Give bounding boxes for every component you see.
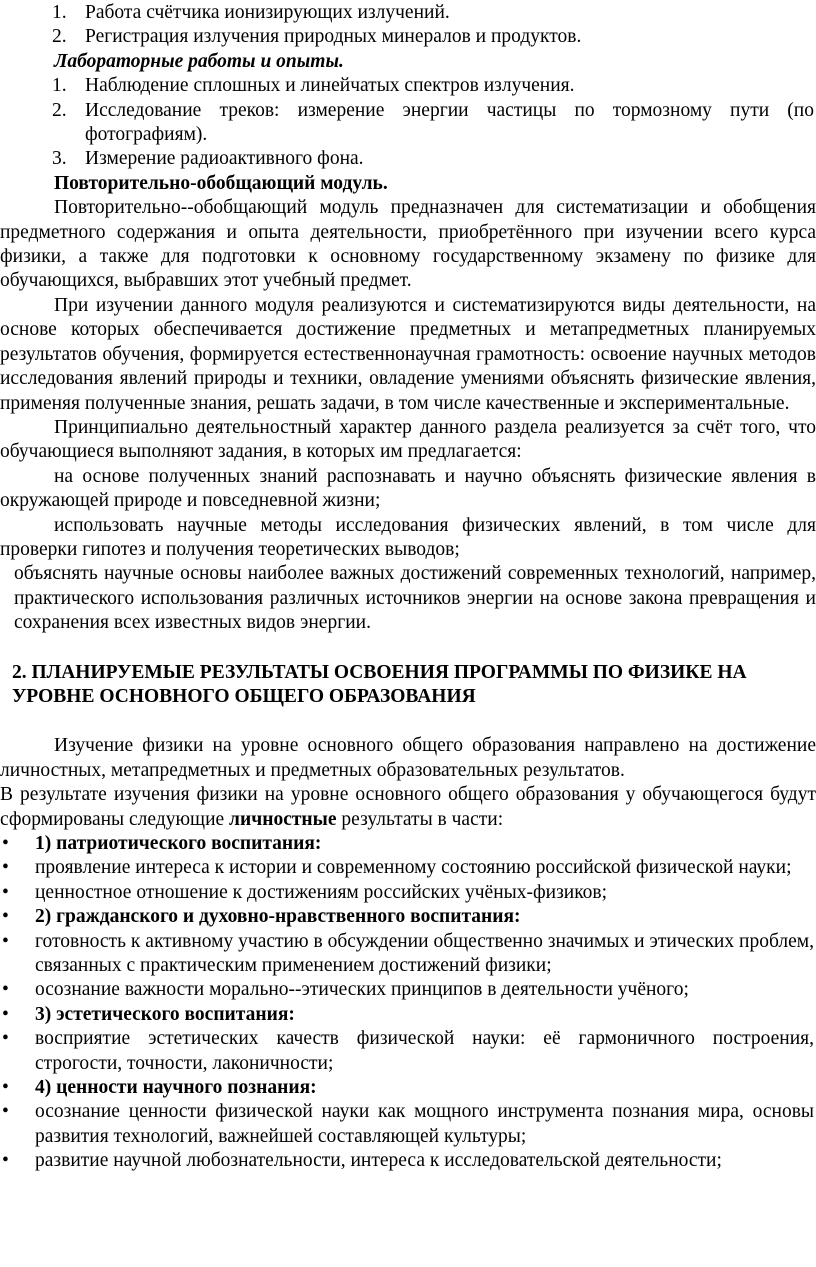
list-text: Наблюдение сплошных и линейчатых спектров излучения. bbox=[85, 75, 575, 97]
list-number: 1. bbox=[52, 2, 67, 23]
list-item bbox=[0, 147, 816, 171]
list-text-content: готовность к активному участию в обсуждении общественно значимых и этических проблем, связанных с практическим применением достижений физики; bbox=[35, 930, 814, 977]
lab-heading: Лабораторные работы и опыты. bbox=[54, 50, 344, 72]
bullet-icon: • bbox=[2, 979, 9, 1001]
list-item bbox=[0, 74, 816, 98]
list-item bbox=[0, 1, 816, 25]
list-item bbox=[0, 1003, 816, 1027]
list-text-content: развитие научной любознательности, интереса к исследовательской деятельности; bbox=[35, 1150, 722, 1172]
paragraph: Принципиально деятельностный характер данного раздела реализуется за счёт того, что обучающиеся выполняют задания, в которых им предлагается: bbox=[0, 416, 816, 463]
list-text-content: осознание важности морально--этических принципов в деятельности учёного; bbox=[35, 979, 689, 1001]
paragraph-text: В результате изучения физики на уровне основного общего образования у обучающегося будут сформированы следующие bbox=[0, 784, 816, 830]
module-heading: Повторительно-обобщающий модуль. bbox=[54, 172, 388, 194]
list-item bbox=[0, 930, 816, 979]
bullet-icon: • bbox=[2, 1150, 9, 1172]
list-number: 2. bbox=[52, 99, 67, 121]
paragraph: Изучение физики на уровне основного общего образования направлено на достижение личностных, метапредметных и предметных образовательных результатов. bbox=[0, 735, 816, 781]
list-text-content: осознание ценности физической науки как мощного инструмента познания мира, основы развития технологий, важнейшей составляющей культуры; bbox=[35, 1101, 814, 1147]
section-heading: 2. ПЛАНИРУЕМЫЕ РЕЗУЛЬТАТЫ ОСВОЕНИЯ ПРОГРАММЫ ПО ФИЗИКЕ НА УРОВНЕ ОСНОВНОГО ОБЩЕГО ОБРАЗОВАНИЯ bbox=[12, 661, 747, 707]
list-text: 4) ценности научного познания: bbox=[35, 1077, 317, 1099]
list-text: 3) эстетического воспитания: bbox=[35, 1003, 295, 1025]
bullet-icon: • bbox=[2, 1101, 9, 1123]
list-text-content: восприятие эстетических качеств физической науки: её гармоничного построения, строгости, точности, лаконичности; bbox=[35, 1028, 814, 1074]
bullet-icon: • bbox=[2, 881, 9, 903]
list-text: 2) гражданского и духовно-нравственного воспитания: bbox=[35, 906, 521, 928]
paragraph: использовать научные методы исследования физических явлений, в том числе для проверки гипотез и получения теоретических выводов; bbox=[0, 514, 816, 560]
list-text: Измерение радиоактивного фона. bbox=[85, 148, 364, 170]
bullet-icon: • bbox=[2, 833, 9, 854]
paragraph: Повторительно--обобщающий модуль предназначен для систематизации и обобщения предметного содержания и опыта деятельности, приобретённого при изучении всего курса физики, а также для подготовки к основному государственному экзамену по физике для обучающихся, выбравших этот учебный предмет. bbox=[0, 197, 816, 292]
list-text bbox=[35, 1149, 816, 1173]
list-item bbox=[0, 1149, 816, 1173]
list-text-content: проявление интереса к истории и современному состоянию российской физической науки; bbox=[35, 857, 792, 879]
list-item bbox=[0, 99, 816, 148]
paragraph: При изучении данного модуля реализуются и систематизируются виды деятельности, на основе которых обеспечивается достижение предметных и метапредметных планируемых результатов обучения, формируется естественнонаучная грамотность: освоение научных методов исследования явлений природы и техники, овладение умениями объяснять физические явления, применяя полученные знания, решать задачи, в том числе качественные и экспериментальные. bbox=[0, 294, 816, 414]
bullet-icon: • bbox=[2, 1003, 9, 1025]
list-text bbox=[35, 1100, 816, 1149]
list-text bbox=[35, 978, 816, 1002]
list-item bbox=[0, 978, 816, 1002]
list-text: Работа счётчика ионизирующих излучений. bbox=[85, 2, 450, 23]
list-item bbox=[0, 25, 816, 49]
bullet-icon: • bbox=[2, 1077, 9, 1099]
list-text-content: ценностное отношение к достижениям российских учёных-физиков; bbox=[35, 881, 608, 903]
list-number: 2. bbox=[52, 26, 67, 48]
list-item bbox=[0, 832, 816, 856]
list-number: 3. bbox=[52, 148, 67, 170]
list-item bbox=[0, 1076, 816, 1100]
paragraph-text: результаты в части: bbox=[336, 808, 504, 830]
list-item bbox=[0, 1100, 816, 1149]
bullet-icon: • bbox=[2, 1028, 9, 1050]
paragraph: на основе полученных знаний распознавать и научно объяснять физические явления в окружающей природе и повседневной жизни; bbox=[0, 465, 816, 512]
list-text bbox=[35, 930, 816, 979]
bullet-icon: • bbox=[2, 857, 9, 879]
list-item bbox=[0, 881, 816, 905]
list-text bbox=[35, 1027, 816, 1076]
paragraph: объяснять научные основы наиболее важных достижений современных технологий, например, практического использования различных источников энергии на основе закона превращения и сохранения всех известных видов энергии. bbox=[14, 563, 816, 634]
results-list bbox=[0, 832, 816, 1174]
list-number: 1. bbox=[52, 75, 67, 97]
list-text: Исследование треков: измерение энергии частицы по тормозному пути (по фотографиям). bbox=[85, 99, 814, 146]
list-item bbox=[0, 1027, 816, 1076]
paragraph-emphasis: личностные bbox=[229, 808, 337, 830]
list-item bbox=[0, 856, 816, 880]
paragraph bbox=[0, 783, 816, 832]
bullet-icon: • bbox=[2, 906, 9, 928]
list-item bbox=[0, 905, 816, 929]
list-text bbox=[35, 856, 816, 880]
list-text: 1) патриотического воспитания: bbox=[35, 833, 322, 854]
list-text bbox=[35, 881, 816, 905]
bullet-icon: • bbox=[2, 930, 9, 952]
list-text: Регистрация излучения природных минералов и продуктов. bbox=[85, 26, 582, 48]
